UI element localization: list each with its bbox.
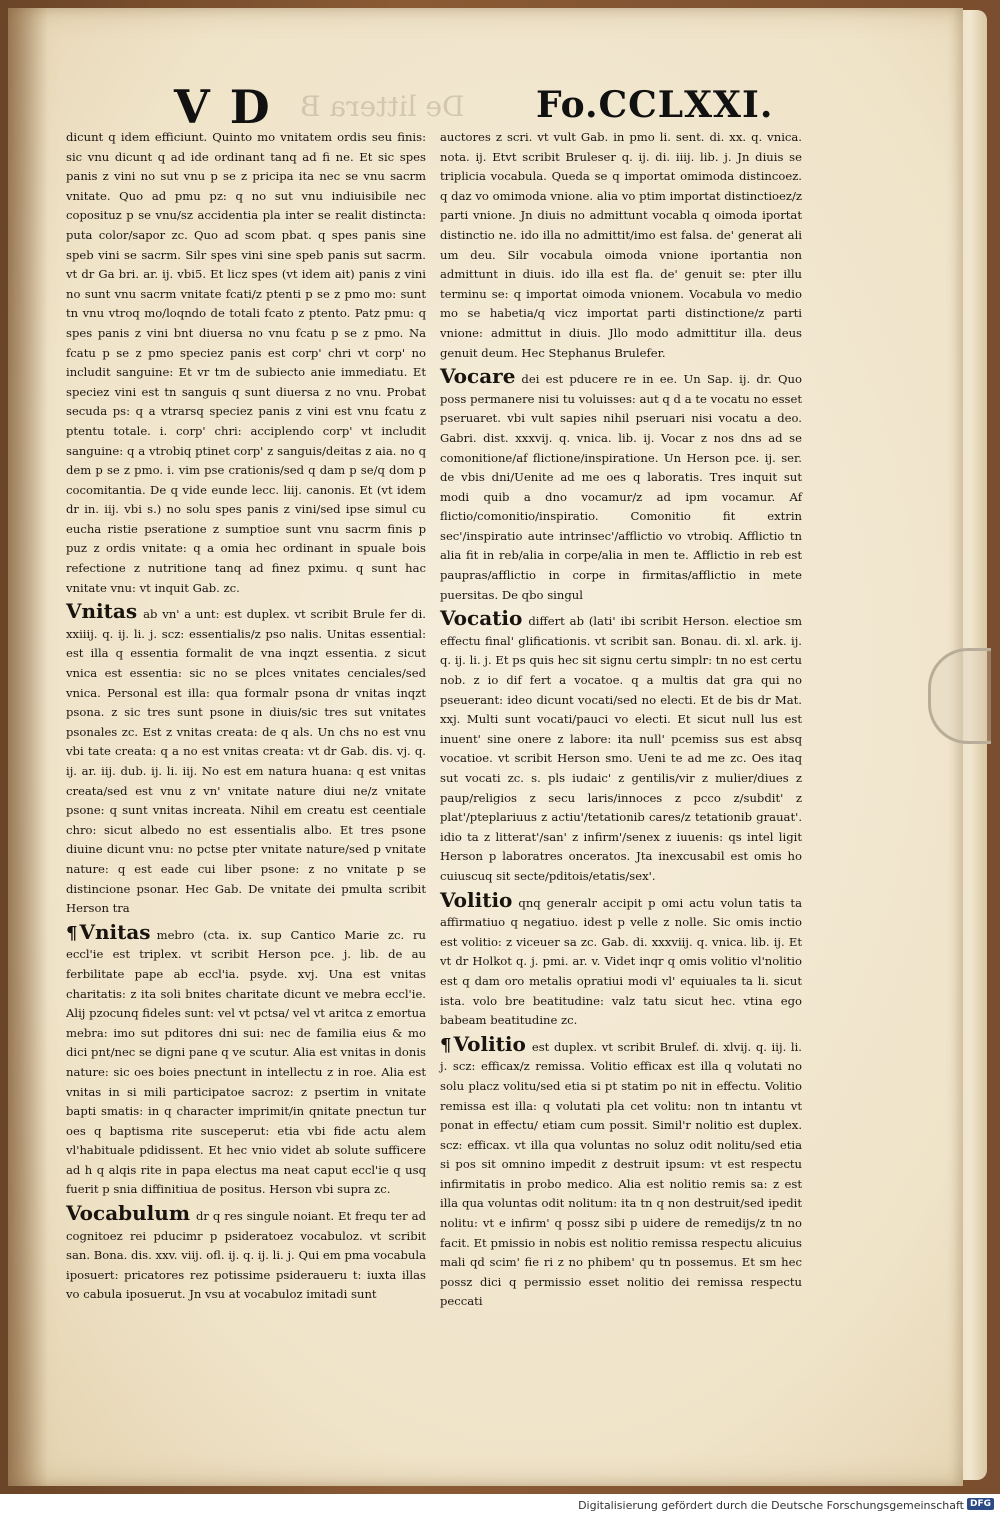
entry-text: auctores z scri. vt vult Gab. in pmo li. sent. di. xx. q. vnica. nota. ij. Etvt scribit Bruleser q. ij. di. iiij. lib. j. Jn diuis se triplicia vocabula. Queda se q importat omimoda distincoez. q daz vo omimoda vnione. alia vo ptim importat distinctioez/z parti vnione. Jn diuis no admittunt vocabla q oimoda iportat distinctio ne. ido illa no admittit/imo est falsa. de' generat ali um deu. Silr vocabula oimoda vnione iportantia non admittunt in diuis. ido illa est fla. de' genuit se: pter illu terminu se: q importat oimoda vnionem. Vocabula vo medio mo se habetia/q vicz importat parti distinctione/z parti vnione: admittut in diuis. Jllo modo admittitur illa. deus genuit deum. Hec Stephanus Brulefer. (440, 130, 802, 360)
book-page (8, 8, 963, 1486)
entry-vnitas-membrorum (66, 921, 426, 1200)
binding-gutter-shadow (8, 8, 48, 1486)
funding-credit: Digitalisierung gefördert durch die Deutsche Forschungsgemeinschaft (578, 1499, 964, 1512)
running-head-letters: V D (174, 80, 272, 134)
page-clip (928, 648, 991, 744)
running-head (8, 80, 963, 134)
pilcrow-icon: ¶ (440, 1034, 452, 1056)
pilcrow-icon: ¶ (66, 922, 78, 944)
entry-lemma: Vnitas (79, 919, 151, 944)
entry-text: mebro (cta. ix. sup Cantico Marie zc. ru eccl'ie est triplex. vt scribit Herson pce. j. lib. de au ferbilitate pape ab eccl'ia. psyde. xvj. Una est vnitas charitatis: z ita soli bnites charitate dicunt ve mebra eccl'ie. Alij pzocunq fideles sunt: vel vt pctsa/ vel vt aritca z emortua mebra: imo sut pditores dni sui: nec de familia eius & mo dici pnt/nec se digni pane q ve scutur. Alia est vnitas in donis nature: sic oes boies pnectunt in intellectu z in roe. Alia est vnitas in si mili participatoe sacroz: z psertim in vnitate bapti smatis: in q character imprimit/in qnitate pnectun tur oes q baptisma rite susceperut: etia vbi fide actu alem vl'habituale pdidissent. Et hec vnio videt ab solute sufficere ad h q alqis rite in papa electus ma neat caput eccl'ie q usq fuerit p snia diffinitiua de positus. Herson vbi supra zc. (66, 927, 426, 1197)
entry-vocabulum (66, 1202, 426, 1305)
entry-lemma: Vnitas (66, 599, 138, 624)
entry-lemma: Volitio (440, 887, 513, 912)
entry-text: qnq generalr accipit p omi actu volun tatis ta affirmatiuo q negatiuo. idest p velle z nolle. Sic omis inctio est volitio: z viceuer sa zc. Gab. di. xxxviij. q. vnica. lib. ij. Et vt dr Holkot q. j. pmi. ar. v. Videt inqr q omis volitio vl'nolitio est q dam oro metalis opratiui modi vl' equiuales ta li. sicut ista. volo bre beatitudine: valz tatu sicut hec. vtina ego babeam beatitudine zc. (440, 895, 802, 1028)
entry-text: dei est pducere re in ee. Un Sap. ij. dr. Quo poss permanere nisi tu voluisses: aut q d a te vocatu no esset pseruaret. vbi vult sapies nihil pseruari nisi vocatu a deo. Gabri. dist. xxxvij. q. vnica. lib. ij. Vocar z nos dns ad se comonitione/af flictione/inspiratione. Un Herson pce. ij. ser. de vbis dni/Uenite ad me oes q laboratis. Tres inquit sut modi quib a dno vocamur/z ad ipm vocamur. Af flictio/comonitio/inspiratio. Comonitio fit extrin sec'/inspiratio aute intrinsec'/afflictio vo vtrobiq. Afflictio tn alia fit in reb/alia in corpe/alia in men te. Afflictio in reb est paupras/afflictio in corpe in firmitas/afflictio in mete puersitas. De qbo singul (440, 372, 802, 602)
entry-lemma: Vocare (440, 364, 516, 389)
entry-continuation (440, 128, 802, 363)
footer-bar (0, 1494, 1000, 1519)
right-column (440, 128, 802, 1312)
entry-volitio-duplex (440, 1033, 802, 1312)
dfg-logo: DFG (967, 1498, 994, 1510)
entry-vnitas (66, 600, 426, 919)
entry-vocatio (440, 607, 802, 886)
entry-lemma: Vocabulum (66, 1201, 190, 1226)
entry-text: dr q res singule noiant. Et frequ ter ad cognitoez rei pducimr p psideratoez vocabuloz. vt scribit san. Bona. dis. xxv. viij. ofl. ij. q. ij. li. j. Qui em pma vocabula iposuert: pricatores rez potissime psideraueru t: iuxta illas vo cabula iposuerut. Jn vsu at vocabuloz imitadi sunt (66, 1209, 426, 1302)
entry-text: dicunt q idem efficiunt. Quinto mo vnitatem ordis seu finis: sic vnu dicunt q ad ide ordinant tanq ad fi ne. Et sic spes panis z vini no sut vnu p se z pricipa ita nec se vnu sacrm vnitate. Quo ad pmu pz: q no sut vnu indiuisibile nec coposituz p se vnu/sz accidentia pla inter se realit distincta: puta color/sapor zc. Quo ad scom pbat. q spes panis sine speb vini se sacrm. Silr spes vini sine speb panis sut sacrm. vt dr Ga bri. ar. ij. vbi5. Et licz spes (vt idem ait) panis z vini no sunt vnu sacrm vnitate fcati/z ptenti p se z pmo mo: sunt tn vnu vtroq mo/loqndo de totali fcato z ptento. Patz pmu: q spes panis z vini bnt diuersa no vnu fcatu p se z pmo. Na fcatu p se z pmo speciez panis est corp' chri vt corp' no includit sanguine: Et vr tm de subiecto anie immediatu. Et speciez vini est tn sanguis q sunt diuersa z no vnu. Probat secuda ps: q a vtrarsq speciez panis z vini est vnu fcatu z ptentu totale. i. corp' chri: acciplendo corp' vt includit sanguine: q a vtrobiq ptinet corp' z sanguis/deitas z aia. no q dem p se z pmo. i. vim pse crationis/sed q dam p se/q dom p cocomitantia. De q vide eunde lecc. liij. canonis. Et (vt idem dr in. iij. vbi s.) no solu spes panis z vini/sed ipse simul cu eucha ristie pseratione z sumptioe sunt vnu sacrm finis p puz z ordis vnitate: q a omia hec ordinant in spuale bois refectione z nutritione tanq ad finez pximu. q sunt hac vnitate vnu: vt inquit Gab. zc. (66, 130, 426, 595)
entry-text: est duplex. vt scribit Brulef. di. xlvij. q. iij. li. j. scz: efficax/z remissa. Volitio efficax est illa q volutati no solu placz volitu/sed etia si pt statim po nit in effectu. Volitio remissa est illa: q volutati pla cet volitu: non tn intantu vt ponat in effectu/ etiam cum possit. Simil'r nolitio est duplex. scz: efficax. vt illa qua voluntas no soluz odit nolitu/sed etia si pos sit omnino impedit z destruit ipsum: vt est respectu infirmitatis in probo medico. Alia est nolitio remis sa: z est illa qua voluntas odit nolitum: ita tn q non destruit/sed ipedit nolitu: vt e infirm' q possz sibi p uidere de remedijs/z tn no facit. Et pmissio in nobis est nolitio remissa respectu alicuius mali qd scim' fie ri z no phibem' qu tn possemus. Et sm hec possz dici q permissio esset nolitio dei remissa respectu peccati (440, 1039, 802, 1309)
entry-text: ab vn' a unt: est duplex. vt scribit Brule fer di. xxiiij. q. ij. li. j. scz: essentialis/z pso nalis. Unitas essential: est illa q essentia formalit de vna inqzt essentia. z sicut vnica est essentia: sic no se plces vnitates cenciales/sed vnica. Personal est illa: qua formalr psona dr vnitas inqzt psona. z sic tres sunt psone in diuis/sic tres sut vnitates psonales zc. Est z vnitas creata: de q als. Un chs no est vnu vbi tate creata: q a no est vnitas creata: vt dr Gab. dis. vj. q. ij. ar. iij. dub. ij. li. iij. No est em natura huana: q est vnitas creata/sed est vnu z vn' vnitate nature diui ne/z vnitate psone: q sunt vnitas increata. Nihil em creatu est ceentiale chro: sicut albedo no est essentialis albo. Et tres psone diuine dicunt vnu: no pctse pter vnitate nature/sed p vnitate nature: q est eade cui liber psone: z no vnitate p se distincione psonar. Hec Gab. De vnitate dei pmulta scribit Herson tra (66, 607, 426, 916)
entry-vocare (440, 365, 802, 605)
entry-continuation (66, 128, 426, 598)
left-column (66, 128, 426, 1305)
folio-number: Fo.CCLXXI. (536, 84, 774, 126)
entry-volitio (440, 889, 802, 1031)
entry-lemma: Volitio (453, 1031, 526, 1056)
show-through-text: De littera B (300, 90, 465, 123)
entry-text: differt ab (lati' ibi scribit Herson. electioe sm effectu final' glificationis. vt scribit san. Bonau. di. xl. ark. ij. q. ij. li. j. Et ps quis hec sit signu certu simplr: tn no est certu nob. z io dif fert a vocatoe. q a multis dat gra qui no pseuerant: ideo dicunt vocati/sed no electi. Et de bis dr Mat. xxj. Multi sunt vocati/pauci vo electi. Et sicut null lus est inuent' sine onere z labore: ita null' pcemiss sus est absq vocatioe. vt scribit Herson smo. Ueni te ad me zc. Oes itaq sut vocati zc. s. pls iudaic' z gentilis/vir z mulier/diues z paup/religios z secu laris/innoces z pcco z/subdit' z plat'/pteplariuus z actiu'/tetationib cares/z tetationib grauat'. idio ta z litterat'/san' z infirm'/senex z iuuenis: qs intel ligit Herson p laboratres onceratos. Jta inexcusabil est omis ho cuiuscuq sit secte/pditois/etatis/sex'. (440, 614, 802, 883)
entry-lemma: Vocatio (440, 606, 523, 631)
